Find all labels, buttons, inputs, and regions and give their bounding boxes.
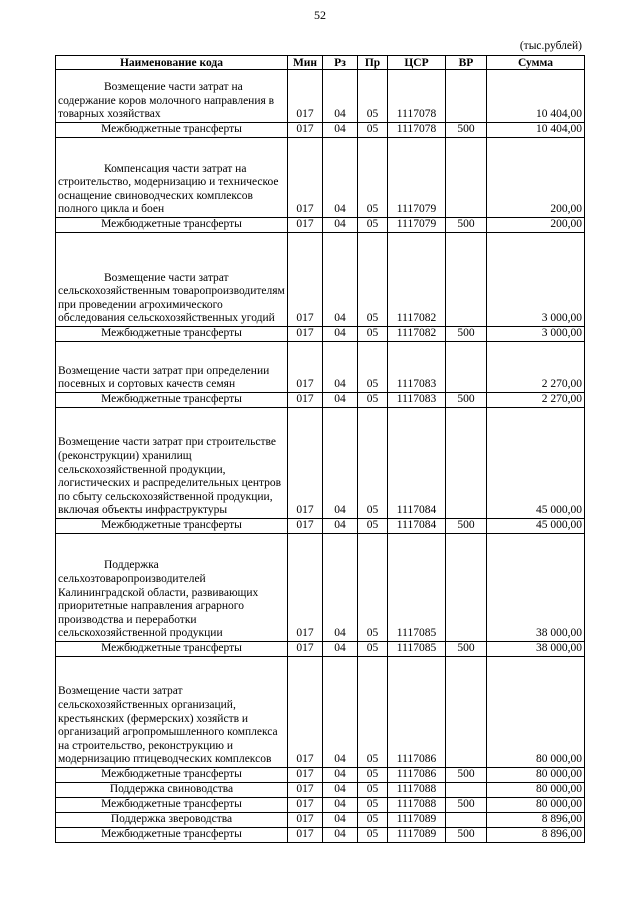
header-name: Наименование кода bbox=[56, 56, 288, 70]
table-row bbox=[56, 393, 585, 408]
cell-vr: 500 bbox=[446, 798, 487, 813]
table-row bbox=[56, 408, 585, 519]
cell-vr bbox=[446, 138, 487, 218]
table-body bbox=[56, 70, 585, 843]
header-sum: Сумма bbox=[487, 56, 585, 70]
cell-rz: 04 bbox=[323, 828, 358, 843]
cell-csr: 1117084 bbox=[388, 519, 446, 534]
cell-csr: 1117078 bbox=[388, 123, 446, 138]
cell-sum: 38 000,00 bbox=[487, 642, 585, 657]
cell-vr: 500 bbox=[446, 768, 487, 783]
header-vr: ВР bbox=[446, 56, 487, 70]
cell-sum: 200,00 bbox=[487, 138, 585, 218]
cell-csr: 1117088 bbox=[388, 798, 446, 813]
page-number: 52 bbox=[314, 8, 326, 22]
cell-min: 017 bbox=[288, 768, 323, 783]
cell-pr: 05 bbox=[358, 233, 388, 327]
cell-sum: 80 000,00 bbox=[487, 768, 585, 783]
cell-name: Межбюджетные трансферты bbox=[56, 393, 288, 408]
header-csr: ЦСР bbox=[388, 56, 446, 70]
cell-sum: 2 270,00 bbox=[487, 393, 585, 408]
cell-rz: 04 bbox=[323, 519, 358, 534]
cell-pr: 05 bbox=[358, 534, 388, 642]
header-rz: Рз bbox=[323, 56, 358, 70]
cell-name: Возмещение части затрат сельскохозяйственных организаций, крестьянских (фермерских) хозяйств и организаций агропромышленного комплекса на строительство, реконструкцию и модернизацию птицеводческих комплексов bbox=[56, 657, 288, 768]
cell-sum: 8 896,00 bbox=[487, 813, 585, 828]
cell-name: Межбюджетные трансферты bbox=[56, 642, 288, 657]
cell-rz: 04 bbox=[323, 642, 358, 657]
cell-sum: 80 000,00 bbox=[487, 783, 585, 798]
cell-name: Возмещение части затрат при определении посевных и сортовых качеств семян bbox=[56, 342, 288, 393]
cell-min: 017 bbox=[288, 642, 323, 657]
cell-name: Возмещение части затрат при строительстве (реконструкции) хранилищ сельскохозяйственной продукции, логистических и распределительных центров по сбыту сельскохозяйственной продукции, включая объекты инфраструктуры bbox=[56, 408, 288, 519]
cell-name: Поддержка звероводства bbox=[56, 813, 288, 828]
cell-min: 017 bbox=[288, 138, 323, 218]
cell-name: Межбюджетные трансферты bbox=[56, 218, 288, 233]
cell-csr: 1117082 bbox=[388, 233, 446, 327]
cell-min: 017 bbox=[288, 408, 323, 519]
cell-vr: 500 bbox=[446, 828, 487, 843]
cell-vr: 500 bbox=[446, 123, 487, 138]
cell-rz: 04 bbox=[323, 233, 358, 327]
cell-name: Межбюджетные трансферты bbox=[56, 798, 288, 813]
cell-pr: 05 bbox=[358, 768, 388, 783]
cell-sum: 38 000,00 bbox=[487, 534, 585, 642]
cell-rz: 04 bbox=[323, 783, 358, 798]
cell-pr: 05 bbox=[358, 123, 388, 138]
cell-rz: 04 bbox=[323, 70, 358, 123]
table-row bbox=[56, 342, 585, 393]
cell-name: Межбюджетные трансферты bbox=[56, 123, 288, 138]
header-pr: Пр bbox=[358, 56, 388, 70]
cell-csr: 1117088 bbox=[388, 783, 446, 798]
table-row bbox=[56, 657, 585, 768]
cell-csr: 1117089 bbox=[388, 828, 446, 843]
cell-pr: 05 bbox=[358, 70, 388, 123]
table-row bbox=[56, 218, 585, 233]
table-row bbox=[56, 233, 585, 327]
cell-csr: 1117082 bbox=[388, 327, 446, 342]
cell-vr: 500 bbox=[446, 218, 487, 233]
cell-csr: 1117083 bbox=[388, 342, 446, 393]
cell-pr: 05 bbox=[358, 408, 388, 519]
cell-pr: 05 bbox=[358, 657, 388, 768]
table-row bbox=[56, 519, 585, 534]
cell-vr bbox=[446, 408, 487, 519]
cell-sum: 45 000,00 bbox=[487, 408, 585, 519]
cell-csr: 1117089 bbox=[388, 813, 446, 828]
cell-min: 017 bbox=[288, 327, 323, 342]
cell-min: 017 bbox=[288, 233, 323, 327]
cell-name: Межбюджетные трансферты bbox=[56, 768, 288, 783]
cell-vr bbox=[446, 783, 487, 798]
cell-pr: 05 bbox=[358, 519, 388, 534]
cell-sum: 3 000,00 bbox=[487, 233, 585, 327]
cell-pr: 05 bbox=[358, 342, 388, 393]
cell-rz: 04 bbox=[323, 218, 358, 233]
cell-min: 017 bbox=[288, 534, 323, 642]
units-label: (тыс.рублей) bbox=[519, 40, 582, 52]
header-row bbox=[56, 56, 585, 70]
cell-sum: 80 000,00 bbox=[487, 657, 585, 768]
cell-pr: 05 bbox=[358, 327, 388, 342]
cell-name: Возмещение части затрат на содержание коров молочного направления в товарных хозяйствах bbox=[56, 70, 288, 123]
cell-rz: 04 bbox=[323, 342, 358, 393]
cell-csr: 1117086 bbox=[388, 768, 446, 783]
table-row bbox=[56, 783, 585, 798]
table-row bbox=[56, 327, 585, 342]
cell-sum: 10 404,00 bbox=[487, 123, 585, 138]
cell-name: Поддержка свиноводства bbox=[56, 783, 288, 798]
cell-sum: 45 000,00 bbox=[487, 519, 585, 534]
cell-min: 017 bbox=[288, 798, 323, 813]
cell-pr: 05 bbox=[358, 642, 388, 657]
cell-vr bbox=[446, 534, 487, 642]
cell-rz: 04 bbox=[323, 393, 358, 408]
cell-rz: 04 bbox=[323, 798, 358, 813]
cell-pr: 05 bbox=[358, 783, 388, 798]
cell-vr bbox=[446, 342, 487, 393]
cell-csr: 1117086 bbox=[388, 657, 446, 768]
cell-rz: 04 bbox=[323, 327, 358, 342]
table-row bbox=[56, 123, 585, 138]
table-row bbox=[56, 828, 585, 843]
cell-csr: 1117078 bbox=[388, 70, 446, 123]
cell-rz: 04 bbox=[323, 138, 358, 218]
cell-name: Межбюджетные трансферты bbox=[56, 828, 288, 843]
cell-min: 017 bbox=[288, 519, 323, 534]
cell-vr: 500 bbox=[446, 642, 487, 657]
cell-vr bbox=[446, 657, 487, 768]
table-row bbox=[56, 642, 585, 657]
header-min: Мин bbox=[288, 56, 323, 70]
cell-csr: 1117079 bbox=[388, 218, 446, 233]
cell-pr: 05 bbox=[358, 218, 388, 233]
cell-vr: 500 bbox=[446, 327, 487, 342]
cell-min: 017 bbox=[288, 783, 323, 798]
cell-csr: 1117085 bbox=[388, 642, 446, 657]
cell-name: Межбюджетные трансферты bbox=[56, 327, 288, 342]
cell-min: 017 bbox=[288, 657, 323, 768]
cell-name: Межбюджетные трансферты bbox=[56, 519, 288, 534]
cell-vr bbox=[446, 70, 487, 123]
cell-pr: 05 bbox=[358, 393, 388, 408]
cell-rz: 04 bbox=[323, 813, 358, 828]
table-row bbox=[56, 813, 585, 828]
cell-sum: 2 270,00 bbox=[487, 342, 585, 393]
table-row bbox=[56, 138, 585, 218]
cell-min: 017 bbox=[288, 123, 323, 138]
cell-min: 017 bbox=[288, 393, 323, 408]
cell-sum: 3 000,00 bbox=[487, 327, 585, 342]
cell-pr: 05 bbox=[358, 828, 388, 843]
cell-rz: 04 bbox=[323, 657, 358, 768]
cell-vr: 500 bbox=[446, 393, 487, 408]
cell-csr: 1117085 bbox=[388, 534, 446, 642]
cell-min: 017 bbox=[288, 813, 323, 828]
cell-vr: 500 bbox=[446, 519, 487, 534]
cell-pr: 05 bbox=[358, 138, 388, 218]
cell-vr bbox=[446, 233, 487, 327]
cell-rz: 04 bbox=[323, 768, 358, 783]
table-row bbox=[56, 70, 585, 123]
cell-rz: 04 bbox=[323, 123, 358, 138]
cell-pr: 05 bbox=[358, 813, 388, 828]
cell-csr: 1117084 bbox=[388, 408, 446, 519]
cell-pr: 05 bbox=[358, 798, 388, 813]
cell-min: 017 bbox=[288, 342, 323, 393]
cell-sum: 80 000,00 bbox=[487, 798, 585, 813]
cell-csr: 1117079 bbox=[388, 138, 446, 218]
cell-sum: 8 896,00 bbox=[487, 828, 585, 843]
budget-table bbox=[55, 55, 585, 843]
cell-sum: 10 404,00 bbox=[487, 70, 585, 123]
table-row bbox=[56, 534, 585, 642]
cell-sum: 200,00 bbox=[487, 218, 585, 233]
cell-csr: 1117083 bbox=[388, 393, 446, 408]
cell-name: Компенсация части затрат на строительство, модернизацию и техническое оснащение свиноводческих комплексов полного цикла и боен bbox=[56, 138, 288, 218]
cell-min: 017 bbox=[288, 70, 323, 123]
cell-name: Возмещение части затрат сельскохозяйственным товаропроизводителям при проведении агрохимического обследования сельскохозяйственных угодий bbox=[56, 233, 288, 327]
cell-vr bbox=[446, 813, 487, 828]
cell-name: Поддержка сельхозтоваропроизводителей Калининградской области, развивающих приоритетные направления аграрного производства и переработки сельскохозяйственной продукции bbox=[56, 534, 288, 642]
cell-rz: 04 bbox=[323, 534, 358, 642]
table-row bbox=[56, 768, 585, 783]
cell-min: 017 bbox=[288, 828, 323, 843]
table-row bbox=[56, 798, 585, 813]
cell-min: 017 bbox=[288, 218, 323, 233]
cell-rz: 04 bbox=[323, 408, 358, 519]
